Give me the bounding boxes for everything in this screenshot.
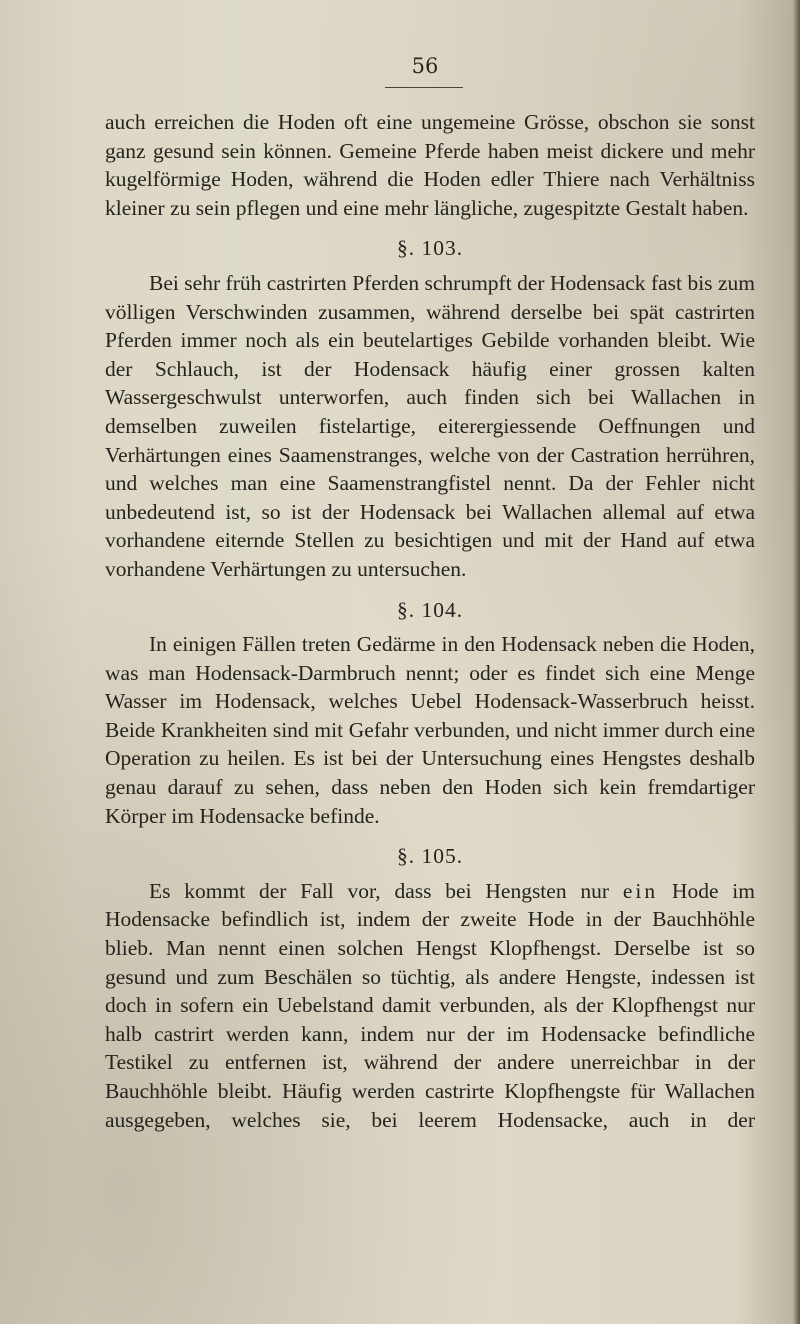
page-number: 56 bbox=[411, 54, 439, 78]
paragraph-104: In einigen Fällen treten Gedärme in den Hodensack neben die Hoden, was man Hodensack-Darmbruch nennt; oder es findet sich eine Menge Wasser im Hodensack, welches Uebel Hodensack-Wasserbruch heisst. Beide Krankheiten sind mit Gefahr verbunden, und nicht immer durch eine Operation zu heilen. Es ist bei der Untersuchung eines Hengstes deshalb genau darauf zu sehen, dass neben den Hoden sich kein fremdartiger Körper im Hodensacke befinde. bbox=[105, 632, 755, 828]
paragraph-103: Bei sehr früh castrirten Pferden schrumpft der Hodensack fast bis zum völligen Verschwinden zusammen, während derselbe bei spät castrirten Pferden immer noch als ein beutelartiges Gebilde vorhanden bleibt. Wie der Schlauch, ist der Hodensack häufig einer grossen kalten Wassergeschwulst unterworfen, auch finden sich bei Wallachen in demselben zuweilen fistelartige, eiterergiessende Oeffnungen und Verhärtungen eines Saamenstranges, welche von der Castration herrühren, und welches man eine Saamenstrangfistel nennt. Da der Fehler nicht unbedeutend ist, so ist der Hodensack bei Wallachen allemal auf etwa vorhandene eiternde Stellen zu besichtigen und mit der Hand auf etwa vorhandene Verhärtungen zu untersuchen. bbox=[105, 270, 755, 581]
paragraph-105 bbox=[105, 877, 755, 1134]
section-heading-103: §. 103. bbox=[396, 236, 464, 261]
emphasized-word: ein bbox=[622, 878, 659, 903]
body-text bbox=[105, 108, 755, 1134]
page-edge-shadow bbox=[794, 0, 800, 1324]
paragraph-intro: auch erreichen die Hoden oft eine ungemeine Grösse, obschon sie sonst ganz gesund sein können. Gemeine Pferde haben meist dickere und mehr kugelförmige Hoden, während die Hoden edler Thiere nach Verhältniss kleiner zu sein pflegen und eine mehr längliche, zugespitzte Gestalt haben. bbox=[105, 110, 755, 220]
paragraph-105-part-1: Es kommt der Fall vor, dass bei Hengsten nur bbox=[149, 878, 623, 903]
page-number-rule bbox=[385, 87, 463, 88]
section-heading-105: §. 105. bbox=[396, 844, 464, 869]
paragraph-105-part-2: Hode im Hodensacke befindlich ist, indem der zweite Hode in der Bauchhöhle blieb. Man nennt einen solchen Hengst Klopfhengst. Derselbe ist so gesund und zum Beschälen so tüchtig, als andere Hengste, indessen ist doch in sofern ein Uebelstand damit verbunden, als der Klopfhengst nur halb castrirt werden kann, indem nur der im Hodensacke befindliche Testikel zu entfernen ist, während der andere unerreichbar in der Bauchhöhle bleibt. Häufig werden castrirte Klopfhengste für Wallachen ausgegeben, welches sie, bei leerem Hodensacke, auch in der bbox=[105, 878, 755, 1132]
section-heading-104: §. 104. bbox=[396, 597, 464, 622]
